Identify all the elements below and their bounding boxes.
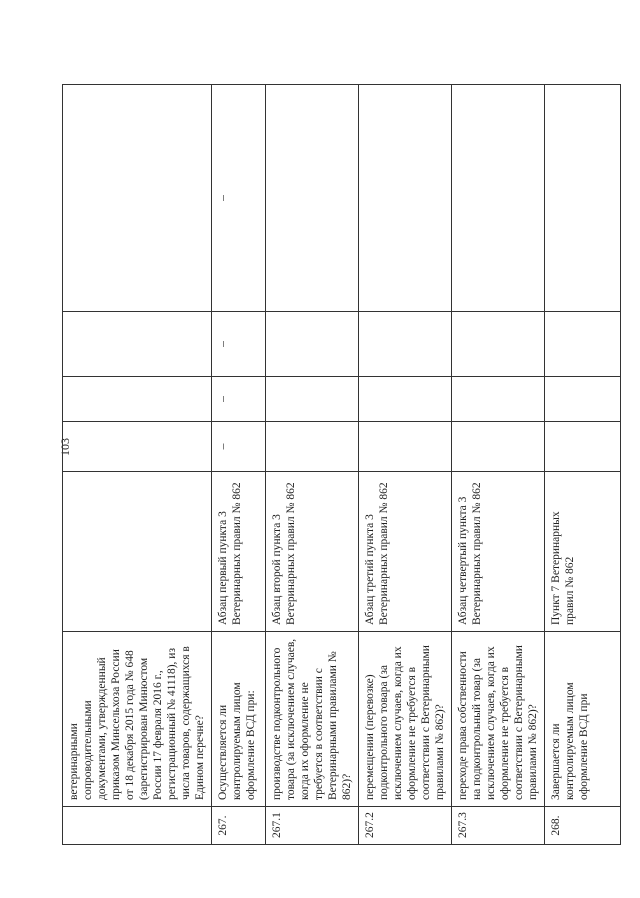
- answer-cell: [452, 312, 545, 377]
- answer-cell: [545, 422, 621, 472]
- question-cell: перемещении (перевозке) подконтрольного товара (за исключением случаев, когда их оформление не требуется в соответствии с Ветеринарными правилами № 862)?: [359, 632, 452, 807]
- checklist-table: [62, 84, 621, 845]
- answer-cell: [452, 422, 545, 472]
- reference-cell: Абзац третий пункта 3 Ветеринарных правил № 862: [359, 472, 452, 632]
- answer-cell: [359, 422, 452, 472]
- row-number: [63, 807, 212, 845]
- answer-cell: [63, 422, 212, 472]
- page-number: 103: [58, 438, 72, 456]
- question-cell: Осуществляется ли контролируемым лицом оформление ВСД при:: [212, 632, 266, 807]
- question-cell: переходе права собственности на подконтрольный товар (за исключением случаев, когда их оформление не требуется в соответствии с Ветеринарными правилами № 862)?: [452, 632, 545, 807]
- answer-cell: [359, 85, 452, 312]
- answer-cell: [63, 377, 212, 422]
- reference-cell: Абзац четвертый пункта 3 Ветеринарных правил № 862: [452, 472, 545, 632]
- table-row: [452, 85, 545, 845]
- question-cell: ветеринарными сопроводительными документами, утвержденный приказом Минсельхоза России от 18 декабря 2015 года № 648 (зарегистрирован Минюстом России 17 февраля 2016 г., регистрационный № 41118), из числа товаров, содержащихся в Едином перечне?: [63, 632, 212, 807]
- answer-cell: [359, 377, 452, 422]
- answer-cell: [266, 312, 359, 377]
- reference-cell: Абзац первый пункта 3 Ветеринарных правил № 862: [212, 472, 266, 632]
- answer-cell: –: [212, 85, 266, 312]
- answer-cell: –: [212, 377, 266, 422]
- answer-cell: [452, 377, 545, 422]
- answer-cell: [545, 312, 621, 377]
- answer-cell: [266, 85, 359, 312]
- answer-cell: –: [212, 312, 266, 377]
- answer-cell: [545, 377, 621, 422]
- question-cell: производстве подконтрольного товара (за исключением случаев, когда их оформление не требуется в соответствии с Ветеринарными правилами № 862)?: [266, 632, 359, 807]
- row-number: 267.: [212, 807, 266, 845]
- table-row: [359, 85, 452, 845]
- answer-cell: [545, 85, 621, 312]
- row-number: 268.: [545, 807, 621, 845]
- table-row: [212, 85, 266, 845]
- table-row: [545, 85, 621, 845]
- question-cell: Завершается ли контролируемым лицом оформление ВСД при: [545, 632, 621, 807]
- reference-cell: [63, 472, 212, 632]
- rotated-content: [62, 85, 590, 845]
- reference-cell: Пункт 7 Ветеринарных правил № 862: [545, 472, 621, 632]
- answer-cell: [63, 85, 212, 312]
- answer-cell: [63, 312, 212, 377]
- answer-cell: –: [212, 422, 266, 472]
- row-number: 267.2: [359, 807, 452, 845]
- row-number: 267.3: [452, 807, 545, 845]
- row-number: 267.1: [266, 807, 359, 845]
- answer-cell: [359, 312, 452, 377]
- table-body: [63, 85, 621, 845]
- answer-cell: [266, 377, 359, 422]
- reference-cell: Абзац второй пункта 3 Ветеринарных правил № 862: [266, 472, 359, 632]
- table-row: [63, 85, 212, 845]
- answer-cell: [266, 422, 359, 472]
- table-row: [266, 85, 359, 845]
- answer-cell: [452, 85, 545, 312]
